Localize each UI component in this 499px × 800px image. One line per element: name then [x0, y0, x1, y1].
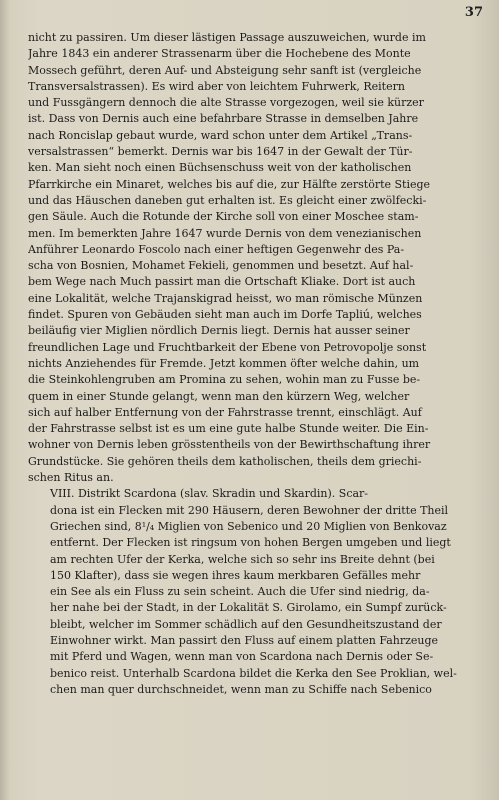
paragraph-dernis — [28, 30, 466, 486]
text-line: am rechten Ufer der Kerka, welche sich so sehr ins Breite dehnt (bei — [50, 552, 435, 566]
text-line: Transversalstrassen). Es wird aber von leichtem Fuhrwerk, Reitern — [28, 79, 405, 93]
text-line: ken. Man sieht noch einen Büchsenschuss weit von der katholischen — [28, 161, 412, 175]
text-line: freundlichen Lage und Fruchtbarkeit der Ebene von Petrovopolje sonst — [28, 340, 427, 354]
text-line: nichts Anziehendes für Fremde. Jetzt kommen öfter welche dahin, um — [28, 356, 420, 370]
page-number: 37 — [464, 5, 483, 20]
text-line: und das Häuschen daneben gut erhalten ist. Es gleicht einer zwölfecki- — [28, 193, 427, 207]
text-line: Griechen sind, 8¹/₄ Miglien von Sebenico und 20 Miglien von Benkovaz — [50, 519, 447, 533]
text-line: dona ist ein Flecken mit 290 Häusern, deren Bewohner der dritte Theil — [50, 503, 449, 517]
text-line: Einwohner wirkt. Man passirt den Fluss auf einem platten Fahrzeuge — [50, 633, 439, 647]
text-line: benico reist. Unterhalb Scardona bildet die Kerka den See Proklian, wel- — [50, 666, 457, 680]
text-line: Anführer Leonardo Foscolo nach einer heftigen Gegenwehr des Pa- — [28, 242, 405, 256]
text-line: findet. Spuren von Gebäuden sieht man auch im Dorfe Tapliú, welches — [28, 308, 422, 322]
text-line: chen man quer durchschneidet, wenn man zu Schiffe nach Sebenico — [50, 682, 432, 696]
text-line: 150 Klafter), dass sie wegen ihres kaum merkbaren Gefälles mehr — [50, 568, 421, 582]
text-line: ein See als ein Fluss zu sein scheint. Auch die Ufer sind niedrig, da- — [50, 585, 430, 599]
text-line: bleibt, welcher im Sommer schädlich auf den Gesundheitszustand der — [50, 617, 442, 631]
text-line: Pfarrkirche ein Minaret, welches bis auf die, zur Hälfte zerstörte Stiege — [28, 177, 431, 191]
text-line: die Steinkohlengruben am Promina zu sehen, wohin man zu Fusse be- — [28, 373, 421, 387]
text-line: versalstrassen“ bemerkt. Dernis war bis 1647 in der Gewalt der Tür- — [28, 145, 413, 159]
text-line: men. Im bemerkten Jahre 1647 wurde Dernis von dem venezianischen — [28, 226, 422, 240]
paragraph-district-scardona — [28, 486, 466, 698]
text-line: VIII. Distrikt Scardona (slav. Skradin und Skardin). Scar- — [50, 487, 369, 501]
text-line: schen Ritus an. — [28, 471, 114, 485]
text-line: der Fahrstrasse selbst ist es um eine gute halbe Stunde weiter. Die Ein- — [28, 422, 429, 436]
text-line: mit Pferd und Wagen, wenn man von Scardona nach Dernis oder Se- — [50, 650, 434, 664]
text-line: quem in einer Stunde gelangt, wenn man den kürzern Weg, welcher — [28, 389, 410, 403]
text-line: wohner von Dernis leben grösstentheils von der Bewirthschaftung ihrer — [28, 438, 431, 452]
text-line: bem Wege nach Much passirt man die Ortschaft Kliake. Dort ist auch — [28, 275, 416, 289]
text-line: und Fussgängern dennoch die alte Strasse vorgezogen, weil sie kürzer — [28, 96, 424, 110]
text-line: entfernt. Der Flecken ist ringsum von hohen Bergen umgeben und liegt — [50, 536, 451, 550]
text-line: eine Lokalität, welche Trajanskigrad heisst, wo man römische Münzen — [28, 291, 423, 305]
text-line: scha von Bosnien, Mohamet Fekieli, genommen und besetzt. Auf hal- — [28, 259, 414, 273]
text-line: nicht zu passiren. Um dieser lästigen Passage auszuweichen, wurde im — [28, 31, 426, 44]
body-text — [28, 30, 466, 698]
text-line: Grundstücke. Sie gehören theils dem katholischen, theils dem griechi- — [28, 454, 422, 468]
text-line: her nahe bei der Stadt, in der Lokalität S. Girolamo, ein Sumpf zurück- — [50, 601, 447, 615]
text-line: sich auf halber Entfernung von der Fahrstrasse trennt, einschlägt. Auf — [28, 405, 422, 419]
text-line: gen Säule. Auch die Rotunde der Kirche soll von einer Moschee stam- — [28, 210, 419, 224]
text-line: Jahre 1843 ein anderer Strassenarm über die Hochebene des Monte — [28, 47, 411, 61]
text-line: Mossech geführt, deren Auf- und Absteigung sehr sanft ist (vergleiche — [28, 63, 422, 77]
text-line: ist. Dass von Dernis auch eine befahrbare Strasse in demselben Jahre — [28, 112, 419, 126]
text-line: nach Roncislap gebaut wurde, ward schon unter dem Artikel „Trans- — [28, 128, 413, 142]
text-line: beiläufig vier Miglien nördlich Dernis liegt. Dernis hat ausser seiner — [28, 324, 410, 338]
